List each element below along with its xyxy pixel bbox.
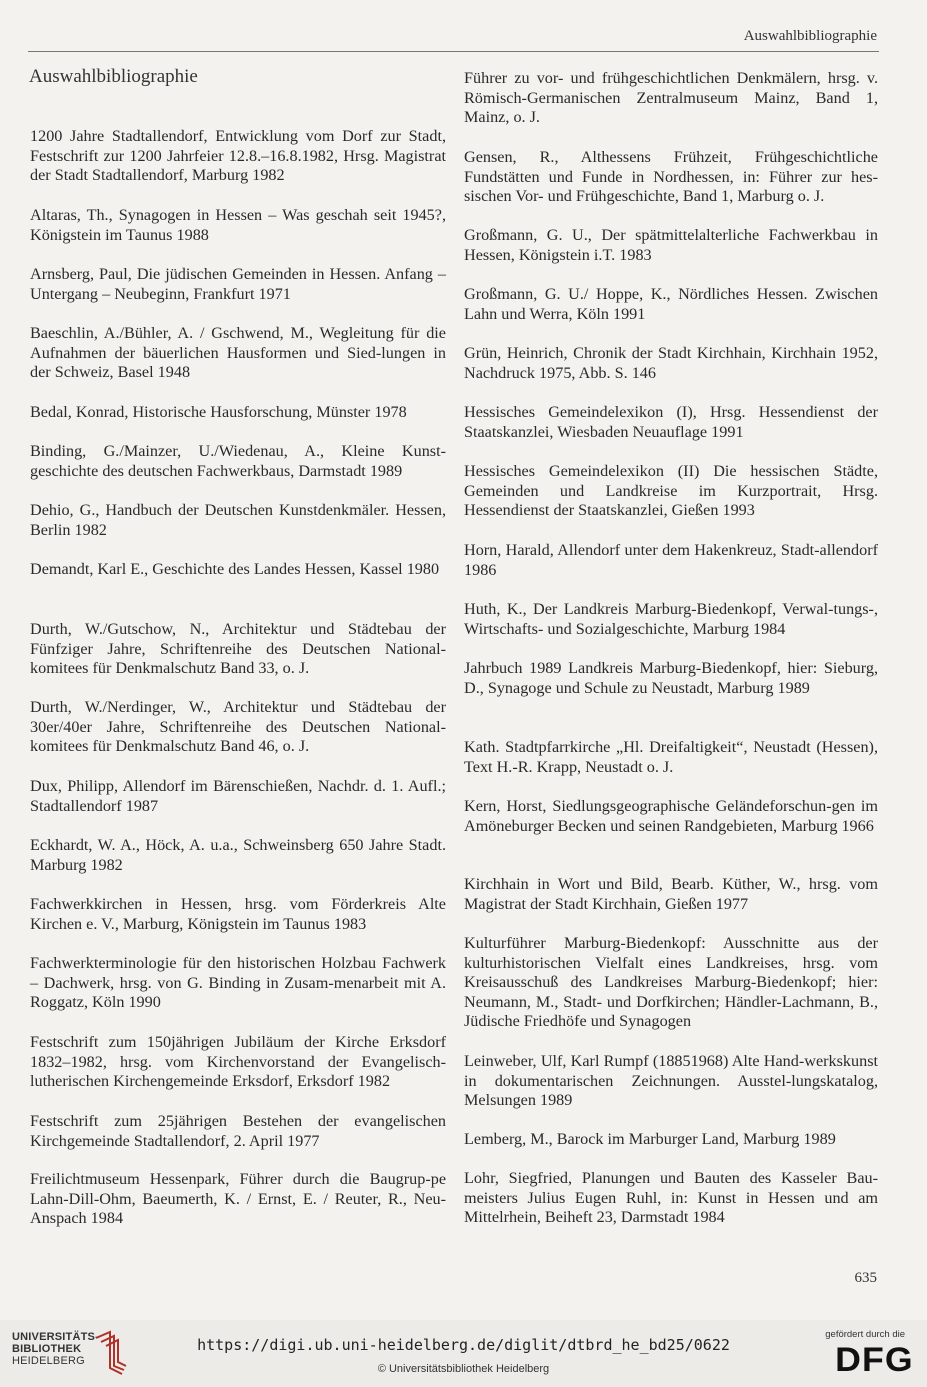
bibliography-entry: Fachwerkkirchen in Hessen, hrsg. vom Förderkreis Alte Kirchen e. V., Marburg, Königstein im Taunus 1983	[30, 895, 446, 933]
bibliography-entry: Arnsberg, Paul, Die jüdischen Gemeinden in Hessen. Anfang – Untergang – Neubeginn, Frankfurt 1971	[30, 265, 446, 303]
bibliography-entry: Hessisches Gemeindelexikon (I), Hrsg. Hessendienst der Staatskanzlei, Wiesbaden Neuauflage 1991	[464, 403, 878, 441]
bibliography-entry: Baeschlin, A./Bühler, A. / Gschwend, M., Wegleitung für die Aufnahmen der bäuerlichen Hausformen und Sied-lungen in der Schweiz, Basel 1948	[30, 324, 446, 382]
bibliography-entry: Bedal, Konrad, Historische Hausforschung, Münster 1978	[30, 403, 407, 421]
bibliography-entry: Horn, Harald, Allendorf unter dem Hakenkreuz, Stadt-allendorf 1986	[464, 541, 878, 579]
bibliography-entry: Leinweber, Ulf, Karl Rumpf (18851968) Alte Hand-werkskunst in dokumentarischen Zeichnungen. Ausstel-lungskatalog, Melsungen 1989	[464, 1052, 878, 1110]
dfg-logo: DFG	[835, 1341, 914, 1379]
bibliography-entry: Demandt, Karl E., Geschichte des Landes Hessen, Kassel 1980	[30, 560, 440, 578]
library-name-line: BIBLIOTHEK	[12, 1343, 82, 1355]
bibliography-entry: Gensen, R., Althessens Frühzeit, Frühgeschichtliche Fundstätten und Funde in Nordhessen, in: Führer zur hes-sischen Vor- und Frühgeschichte, Band 1, Marburg o. J.	[464, 148, 878, 206]
bibliography-entry: Fachwerkterminologie für den historischen Holzbau Fachwerk – Dachwerk, hrsg. von G. Binding in Zusam-menarbeit mit A. Roggatz, Köln 1990	[30, 954, 446, 1012]
bibliography-entry: Festschrift zum 150jährigen Jubiläum der Kirche Erksdorf 1832–1982, hrsg. vom Kirchenvorstand der Evangelisch-lutherischen Kirchengemeinde Erksdorf, Erksdorf 1982	[30, 1033, 446, 1091]
bibliography-entry: Huth, K., Der Landkreis Marburg-Biedenkopf, Verwal-tungs-, Wirtschafts- und Sozialgeschichte, Marburg 1984	[464, 600, 878, 638]
bibliography-entry: Lemberg, M., Barock im Marburger Land, Marburg 1989	[464, 1130, 836, 1148]
bibliography-entry: Großmann, G. U., Der spätmittelalterliche Fachwerkbau in Hessen, Königstein i.T. 1983	[464, 226, 878, 264]
funding-note: gefördert durch die	[825, 1329, 905, 1340]
bibliography-entry: Festschrift zum 25jährigen Bestehen der evangelischen Kirchgemeinde Stadtallendorf, 2. April 1977	[30, 1112, 446, 1150]
bibliography-entry: Durth, W./Nerdinger, W., Architektur und Städtebau der 30er/40er Jahre, Schriftenreihe des Deutschen National-komitees für Denkmalschutz Band 46, o. J.	[30, 698, 446, 756]
bibliography-entry: Kern, Horst, Siedlungsgeographische Geländeforschun-gen im Amöneburger Becken und seinen Randgebieten, Marburg 1966	[464, 797, 878, 835]
bibliography-entry: Führer zu vor- und frühgeschichtlichen Denkmälern, hrsg. v. Römisch-Germanischen Zentralmuseum Mainz, Band 1, Mainz, o. J.	[464, 69, 878, 127]
header-rule	[28, 51, 879, 52]
bibliography-entry: Lohr, Siegfried, Planungen und Bauten des Kasseler Bau-meisters Julius Eugen Ruhl, in: Kunst in Hessen und am Mittelrhein, Beiheft 23, Darmstadt 1984	[464, 1169, 878, 1227]
bibliography-entry: Freilichtmuseum Hessenpark, Führer durch die Baugrup-pe Lahn-Dill-Ohm, Baeumerth, K. / Ernst, E. / Reuter, R., Neu-Anspach 1984	[30, 1170, 446, 1228]
bibliography-entry: Hessisches Gemeindelexikon (II) Die hessischen Städte, Gemeinden und Landkreise im Kurzportrait, Hrsg. Hessendienst der Staatskanzlei, Gießen 1993	[464, 462, 878, 520]
bibliography-entry: Kulturführer Marburg-Biedenkopf: Ausschnitte aus der kulturhistorischen Vielfalt eines Landkreises, hrsg. vom Kreisausschuß des Landkreises Marburg-Biedenkopf; hier: Neumann, M., Stadt- und Dorfkirchen; Händler-Lachmann, B., Jüdische Friedhöfe und Synagogen	[464, 934, 878, 1031]
bibliography-entry: Grün, Heinrich, Chronik der Stadt Kirchhain, Kirchhain 1952, Nachdruck 1975, Abb. S. 146	[464, 344, 878, 382]
footer-bar	[0, 1320, 927, 1387]
library-name-line: UNIVERSITÄTS-	[12, 1331, 99, 1343]
bibliography-entry: Altaras, Th., Synagogen in Hessen – Was geschah seit 1945?, Königstein im Taunus 1988	[30, 206, 446, 244]
bibliography-entry: Binding, G./Mainzer, U./Wiedenau, A., Kleine Kunst-geschichte des deutschen Fachwerkbaus, Darmstadt 1989	[30, 442, 446, 480]
page-number: 635	[854, 1270, 877, 1286]
running-head: Auswahlbibliographie	[743, 28, 877, 44]
bibliography-entry: Kath. Stadtpfarrkirche „Hl. Dreifaltigkeit“, Neustadt (Hessen), Text H.-R. Krapp, Neustadt o. J.	[464, 738, 878, 776]
bibliography-entry: Jahrbuch 1989 Landkreis Marburg-Biedenkopf, hier: Sieburg, D., Synagoge und Schule zu Neustadt, Marburg 1989	[464, 659, 878, 697]
bibliography-entry: Kirchhain in Wort und Bild, Bearb. Küther, W., hrsg. vom Magistrat der Stadt Kirchhain, Gießen 1977	[464, 875, 878, 913]
library-name-line: HEIDELBERG	[12, 1355, 85, 1367]
bibliography-entry: Dehio, G., Handbuch der Deutschen Kunstdenkmäler. Hessen, Berlin 1982	[30, 501, 446, 539]
bibliography-entry: 1200 Jahre Stadtallendorf, Entwicklung vom Dorf zur Stadt, Festschrift zur 1200 Jahrfeier 12.8.–16.8.1982, Hrsg. Magistrat der Stadt Stadtallendorf, Marburg 1982	[30, 127, 446, 185]
bibliography-entry: Durth, W./Gutschow, N., Architektur und Städtebau der Fünfziger Jahre, Schriftenreihe des Deutschen National-komitees für Denkmalschutz Band 33, o. J.	[30, 620, 446, 678]
page-url-link[interactable]: https://digi.ub.uni-heidelberg.de/diglit/dtbrd_he_bd25/0622	[197, 1336, 730, 1354]
bibliography-entry: Eckhardt, W. A., Höck, A. u.a., Schweinsberg 650 Jahre Stadt. Marburg 1982	[30, 836, 446, 874]
section-title: Auswahlbibliographie	[29, 66, 198, 87]
copyright-notice: © Universitätsbibliothek Heidelberg	[377, 1363, 550, 1375]
bibliography-entry: Großmann, G. U./ Hoppe, K., Nördliches Hessen. Zwischen Lahn und Werra, Köln 1991	[464, 285, 878, 323]
bibliography-entry: Dux, Philipp, Allendorf im Bärenschießen, Nachdr. d. 1. Aufl.; Stadtallendorf 1987	[30, 777, 446, 815]
